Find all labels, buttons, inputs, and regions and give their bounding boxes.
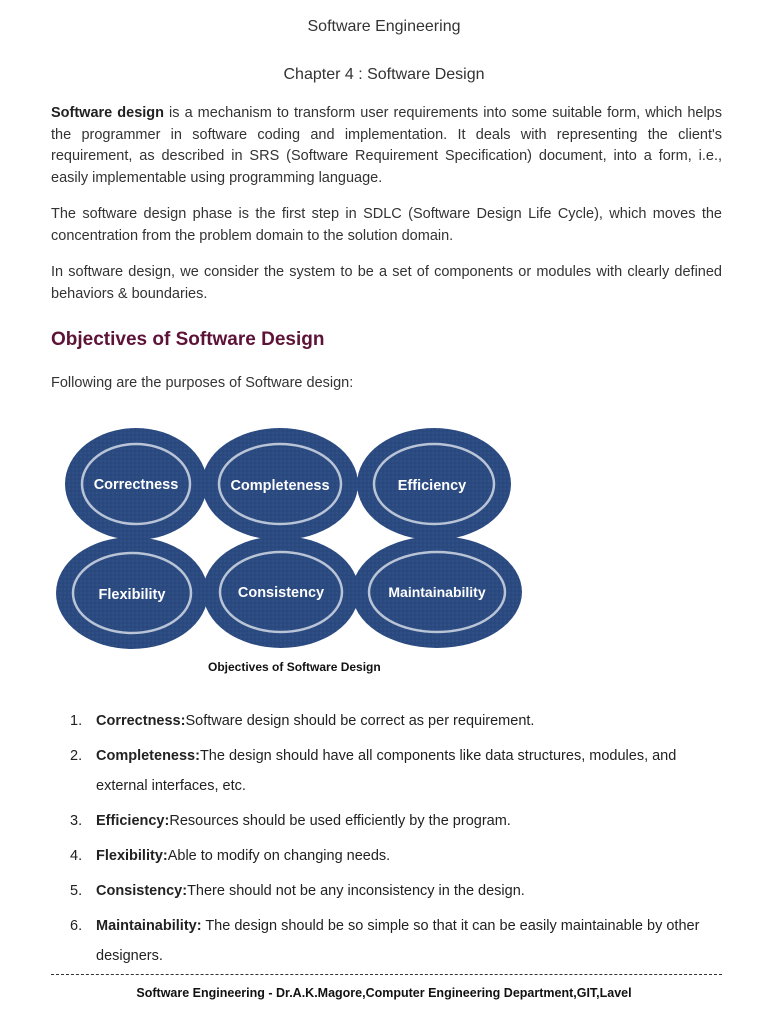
- oval-label-efficiency: Efficiency: [397, 478, 467, 494]
- intro-paragraph-3: In software design, we consider the system to be a set of components or modules with clearly defined behaviors & boundaries.: [51, 264, 722, 302]
- list-item-desc: Able to modify on changing needs.: [167, 848, 391, 864]
- objectives-list: [70, 706, 722, 976]
- list-item-text: [96, 841, 722, 871]
- list-item-desc: The design should be so simple so that it can be easily maintainable by other designers.: [96, 918, 700, 964]
- oval-efficiency: [357, 428, 511, 540]
- list-item: [70, 876, 722, 906]
- list-number: 6.: [70, 918, 83, 934]
- software-design-term: Software design: [51, 105, 165, 121]
- oval-correctness: [65, 428, 207, 540]
- list-number: 3.: [70, 813, 83, 829]
- objectives-diagram: [52, 424, 527, 652]
- oval-label-correctness: Correctness: [93, 477, 179, 493]
- intro-paragraph-2: The software design phase is the first step in SDLC (Software Design Life Cycle), which moves the concentration from the problem domain to the solution domain.: [51, 206, 722, 244]
- list-item-term: Efficiency:: [96, 813, 170, 829]
- list-item-term: Consistency:: [96, 883, 188, 899]
- oval-consistency: [203, 536, 359, 648]
- document-header-chapter: Chapter 4 : Software Design: [283, 66, 485, 83]
- oval-flexibility: [56, 537, 208, 649]
- intro-paragraph-1-text: is a mechanism to transform user requirements into some suitable form, which helps the programmer in software coding and implementation. It deals with representing the client's requirement, as described in SRS (Software Requirement Specification) document, into a form, i.e., easily implementable using programming language.: [51, 105, 722, 186]
- list-item-text: [96, 876, 722, 906]
- list-item: [70, 841, 722, 871]
- footer-divider: [51, 974, 722, 975]
- list-item-desc: The design should have all components like data structures, modules, and external interfaces, etc.: [96, 748, 677, 794]
- section-lead: Following are the purposes of Software design:: [51, 375, 354, 391]
- list-item: [70, 911, 722, 971]
- list-item-desc: There should not be any inconsistency in the design.: [187, 883, 525, 899]
- oval-maintainability: [352, 536, 522, 648]
- list-item-text: [96, 706, 722, 736]
- oval-completeness: [202, 428, 358, 540]
- list-item-text: [96, 911, 722, 971]
- list-item: [70, 741, 722, 801]
- list-number: 4.: [70, 848, 83, 864]
- intro-paragraph-1: [51, 103, 722, 189]
- list-item-desc: Software design should be correct as per requirement.: [185, 713, 535, 729]
- list-item-term: Flexibility:: [96, 848, 168, 864]
- oval-label-consistency: Consistency: [237, 585, 325, 601]
- list-number: 2.: [70, 748, 83, 764]
- oval-label-maintainability: Maintainability: [388, 584, 486, 600]
- list-item-term: Maintainability:: [96, 918, 202, 934]
- list-item-term: Correctness:: [96, 713, 186, 729]
- list-item-desc: Resources should be used efficiently by the program.: [169, 813, 511, 829]
- section-title: Objectives of Software Design: [51, 329, 325, 350]
- list-number: 5.: [70, 883, 83, 899]
- list-item: [70, 706, 722, 736]
- document-header-subject: Software Engineering: [307, 18, 461, 35]
- oval-label-flexibility: Flexibility: [98, 587, 166, 603]
- page-footer: Software Engineering - Dr.A.K.Magore,Computer Engineering Department,GIT,Lavel: [136, 986, 632, 1000]
- figure-caption: Objectives of Software Design: [208, 660, 381, 674]
- list-item: [70, 806, 722, 836]
- list-item-text: [96, 806, 722, 836]
- oval-label-completeness: Completeness: [230, 478, 330, 494]
- list-item-term: Completeness:: [96, 748, 200, 764]
- list-item-text: [96, 741, 722, 801]
- list-number: 1.: [70, 713, 83, 729]
